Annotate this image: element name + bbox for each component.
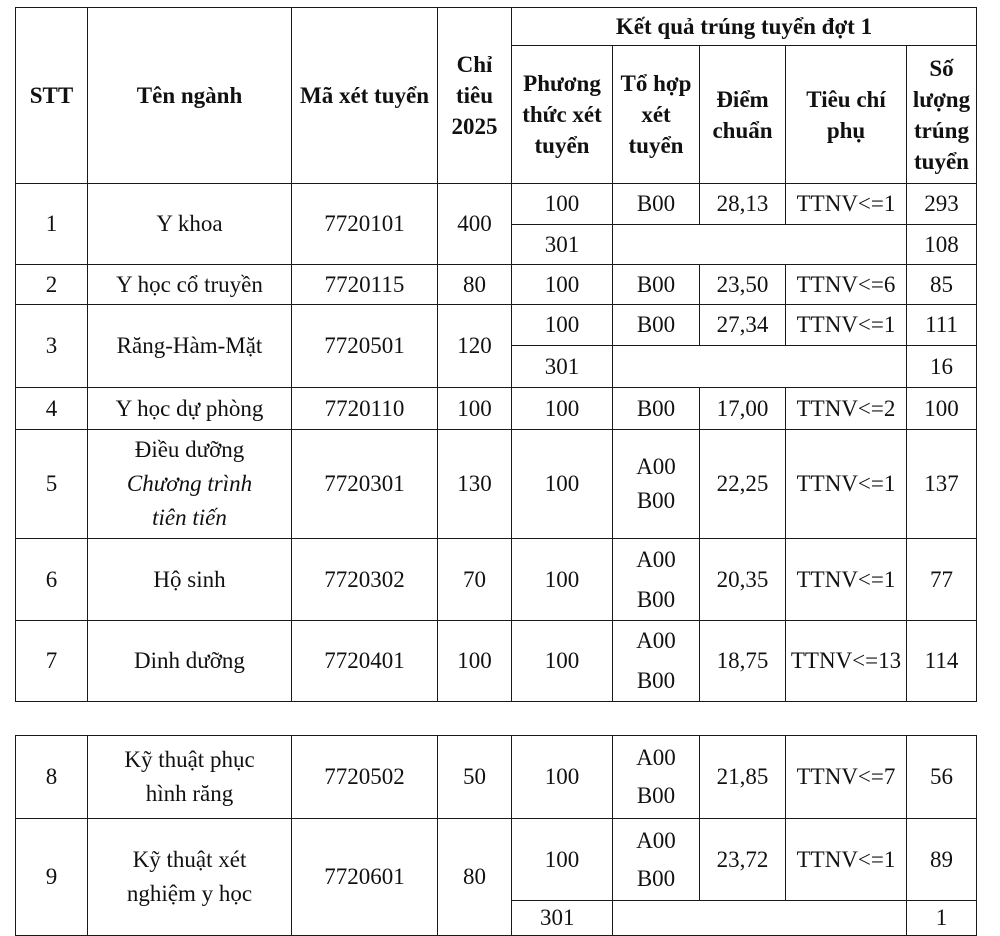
table-cell: A00 (636, 745, 676, 770)
table-cell: 18,75 (700, 621, 786, 702)
table-cell: 100 (438, 621, 512, 702)
table-cell: 56 (907, 736, 977, 819)
table-cell: chuẩn (712, 117, 773, 143)
table-cell: 50 (438, 736, 512, 819)
table-cell: B00 (613, 265, 700, 305)
table-cell: A00 (636, 454, 676, 479)
table-cell: Số (929, 55, 954, 81)
table-cell: 100 (512, 430, 613, 539)
table-cell: TTNV<=1 (786, 184, 907, 225)
table-cell: 130 (438, 430, 512, 539)
table-cell: 80 (438, 265, 512, 305)
table-cell: 301 (512, 346, 613, 388)
table-cell: 21,85 (700, 736, 786, 819)
table-cell: 100 (512, 184, 613, 225)
table-cell (88, 819, 292, 936)
table-cell: 108 (907, 225, 977, 265)
header-tieu-chi-phu (786, 46, 907, 184)
table-cell: 16 (907, 346, 977, 388)
table-cell: 100 (512, 388, 613, 430)
table-cell (613, 901, 907, 936)
table-cell: 7720502 (292, 736, 438, 819)
table-row (16, 8, 977, 46)
table-cell: 293 (907, 184, 977, 225)
admission-table (15, 7, 977, 702)
table-cell: nghiệm y học (126, 881, 253, 906)
table-cell: 137 (907, 430, 977, 539)
table-cell: 6 (16, 539, 88, 621)
table-cell: Chỉ (456, 52, 493, 77)
table-row (16, 184, 977, 225)
table-cell: TTNV<=1 (786, 430, 907, 539)
table-cell (613, 736, 700, 819)
header-to-hop (613, 46, 700, 184)
table-cell: B00 (636, 783, 676, 808)
table-cell: 28,13 (700, 184, 786, 225)
table-cell: tuyển (914, 148, 969, 174)
table-cell: 17,00 (700, 388, 786, 430)
table-cell: A00 (636, 628, 676, 653)
table-cell: 120 (438, 305, 512, 388)
table-cell: TTNV<=1 (786, 305, 907, 346)
header-ten-nganh: Tên ngành (88, 8, 292, 184)
table-cell: 80 (438, 819, 512, 936)
table-cell: TTNV<=1 (786, 539, 907, 621)
table-cell: 5 (16, 430, 88, 539)
table-cell: Điều dưỡng (134, 437, 245, 462)
table-cell: Tổ hợp (620, 71, 692, 96)
table-cell: 100 (512, 539, 613, 621)
table-cell (613, 430, 700, 539)
table-cell: Y học dự phòng (88, 388, 292, 430)
table-cell: TTNV<=6 (786, 265, 907, 305)
table-cell: 7720501 (292, 305, 438, 388)
table-cell: 22,25 (700, 430, 786, 539)
table-cell: tiêu (455, 83, 494, 108)
table-cell: tuyển (628, 133, 684, 158)
table-cell: 7720401 (292, 621, 438, 702)
table-cell: 100 (512, 819, 613, 901)
table-cell: 114 (907, 621, 977, 702)
table-cell: 1 (907, 901, 977, 936)
table-cell: 100 (512, 621, 613, 702)
table-cell: tuyển (534, 133, 590, 158)
table-cell: 2 (16, 265, 88, 305)
table-cell: B00 (613, 388, 700, 430)
table-cell: 8 (16, 736, 88, 819)
table-cell: 100 (907, 388, 977, 430)
admission-table-continued (15, 735, 977, 936)
table-cell: 2025 (451, 114, 498, 139)
table-cell: trúng (914, 117, 969, 143)
table-cell: Phương (523, 71, 601, 96)
table-cell: 3 (16, 305, 88, 388)
header-phuong-thuc (512, 46, 613, 184)
table-cell: Hộ sinh (88, 539, 292, 621)
table-row (16, 430, 977, 539)
table-cell (613, 819, 700, 901)
table-cell: 1 (16, 184, 88, 265)
table-cell (88, 736, 292, 819)
table-cell: 7720302 (292, 539, 438, 621)
table-cell: A00 (636, 546, 676, 572)
table-cell: 70 (438, 539, 512, 621)
header-diem-chuan (700, 46, 786, 184)
table-cell: 20,35 (700, 539, 786, 621)
table-cell: 100 (512, 305, 613, 346)
table-cell: 7720301 (292, 430, 438, 539)
table-cell: 9 (16, 819, 88, 936)
header-chi-tieu (438, 8, 512, 184)
table-cell: 77 (907, 539, 977, 621)
table-cell: 7720101 (292, 184, 438, 265)
table-cell: 111 (907, 305, 977, 346)
table-cell: B00 (636, 668, 676, 693)
table-cell: tiên tiến (152, 505, 227, 530)
table-cell: 100 (438, 388, 512, 430)
table-cell: Y khoa (88, 184, 292, 265)
table-row (16, 736, 977, 819)
table-row (16, 819, 977, 901)
table-cell: B00 (613, 305, 700, 346)
table-cell: 23,50 (700, 265, 786, 305)
table-cell: Tiêu chí (806, 86, 886, 112)
table-cell: A00 (636, 827, 676, 853)
table-cell: 7720601 (292, 819, 438, 936)
table-cell: 27,34 (700, 305, 786, 346)
table-cell: Kỹ thuật xét (132, 847, 247, 872)
table-cell (613, 621, 700, 702)
header-ma-xet-tuyen: Mã xét tuyển (292, 8, 438, 184)
table-cell: Y học cổ truyền (88, 265, 292, 305)
table-cell: B00 (636, 586, 676, 612)
table-cell (613, 539, 700, 621)
table-cell: Kỹ thuật phục (124, 747, 255, 772)
table-cell: Răng-Hàm-Mặt (88, 305, 292, 388)
table-cell: Dinh dưỡng (88, 621, 292, 702)
table-cell: 4 (16, 388, 88, 430)
table-cell: 7720115 (292, 265, 438, 305)
table-cell: hình răng (145, 781, 234, 806)
table-cell: Chương trình (126, 471, 253, 496)
table-row (16, 539, 977, 621)
table-cell: 85 (907, 265, 977, 305)
table-cell: B00 (636, 488, 676, 513)
table-cell: xét (641, 102, 671, 127)
table-cell (613, 225, 907, 265)
table-cell: 100 (512, 736, 613, 819)
table-cell: TTNV<=1 (786, 819, 907, 901)
table-cell: B00 (636, 865, 676, 891)
table-cell: 89 (907, 819, 977, 901)
table-cell: TTNV<=2 (786, 388, 907, 430)
header-so-luong (907, 46, 977, 184)
table-cell: phụ (826, 117, 866, 143)
table-cell: thức xét (522, 102, 602, 127)
table-cell: TTNV<=13 (786, 621, 907, 702)
header-stt: STT (16, 8, 88, 184)
table-cell (88, 430, 292, 539)
table-cell: 301 (512, 901, 613, 936)
table-cell: lượng (912, 86, 971, 112)
table-cell: TTNV<=7 (786, 736, 907, 819)
table-row (16, 265, 977, 305)
table-row (16, 305, 977, 346)
table-cell: 100 (512, 265, 613, 305)
table-cell: B00 (613, 184, 700, 225)
table-cell: 7 (16, 621, 88, 702)
table-row (16, 621, 977, 702)
table-cell: 400 (438, 184, 512, 265)
table-cell: 7720110 (292, 388, 438, 430)
table-cell: Điểm (716, 86, 769, 112)
table-cell: 23,72 (700, 819, 786, 901)
table-row (16, 388, 977, 430)
header-ket-qua: Kết quả trúng tuyển đợt 1 (512, 8, 977, 46)
table-cell (613, 346, 907, 388)
table-cell: 301 (512, 225, 613, 265)
